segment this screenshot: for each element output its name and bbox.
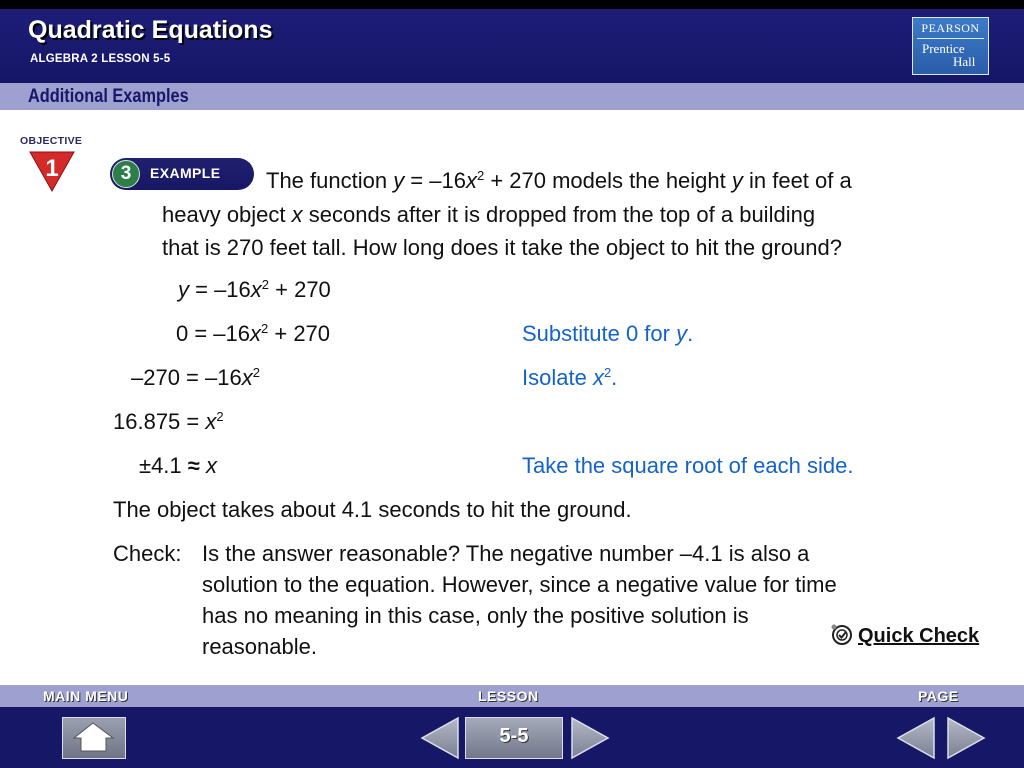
check-line-3: has no meaning in this case, only the positive solution is [202,603,749,628]
main-menu-button[interactable] [62,717,126,759]
logo-divider [917,38,984,39]
home-icon [63,718,124,757]
logo-hall: Hall [953,54,976,69]
header-bar [0,9,1024,83]
objective-label: OBJECTIVE [20,135,83,147]
step-3-equation: $-270 = -16x^2$ [131,365,260,390]
quick-check-label: Quick Check [858,625,980,647]
lesson-button[interactable]: 5-5 [465,717,563,759]
lesson-next-arrow-icon[interactable] [570,716,610,760]
top-border [0,0,1024,9]
step-3-note: Isolate $x^2$. [522,365,618,390]
problem-line-2: heavy object x seconds after it is dropped from the top of a building [162,202,816,227]
page-next-arrow-icon[interactable] [946,716,986,760]
page-title: Quadratic Equations [28,16,273,44]
conclusion-text: The object takes about 4.1 seconds to hit the ground. [113,497,632,522]
problem-line-1: The function $y = -16x^2 + 270$ models the height y in feet of a [266,168,852,193]
step-1-equation: $y = -16x^2 + 270$ [178,277,331,302]
page-prev-arrow-icon[interactable] [896,716,936,760]
step-5-note: Take the square root of each side. [522,453,854,478]
example-label: EXAMPLE [150,165,221,181]
example-badge [110,158,254,190]
section-bar [0,83,1024,110]
step-2-note: Substitute 0 for y. [522,321,694,346]
step-5-equation: ±4.1 ≈ x [139,453,217,478]
objective-number: 1 [45,155,59,182]
objective-marker [20,135,90,195]
logo-prentice: Prentice [922,41,965,56]
check-line-1: Is the answer reasonable? The negative number –4.1 is also a [202,541,810,566]
step-4-equation: $16.875 = x^2$ [113,409,224,434]
check-line-4: reasonable. [202,634,317,659]
objective-triangle-icon [28,149,76,193]
lesson-prev-arrow-icon[interactable] [420,716,460,760]
check-line-2: solution to the equation. However, since a negative value for time [202,572,837,597]
footer-label-bar [0,685,1024,707]
quick-check-icon [830,622,854,646]
publisher-logo [912,17,989,75]
lesson-label: LESSON [478,688,539,704]
check-label: Check: [113,541,182,566]
main-menu-label: MAIN MENU [43,688,129,704]
page-label: PAGE [918,688,959,704]
example-number: 3 [112,160,140,188]
logo-pearson: PEARSON [921,21,980,35]
problem-line-3: that is 270 feet tall. How long does it take the object to hit the ground? [162,235,842,260]
section-title: Additional Examples [28,86,189,107]
step-2-equation: $0 = -16x^2 + 270$ [176,321,331,346]
lesson-subtitle: ALGEBRA 2 LESSON 5-5 [30,53,171,65]
